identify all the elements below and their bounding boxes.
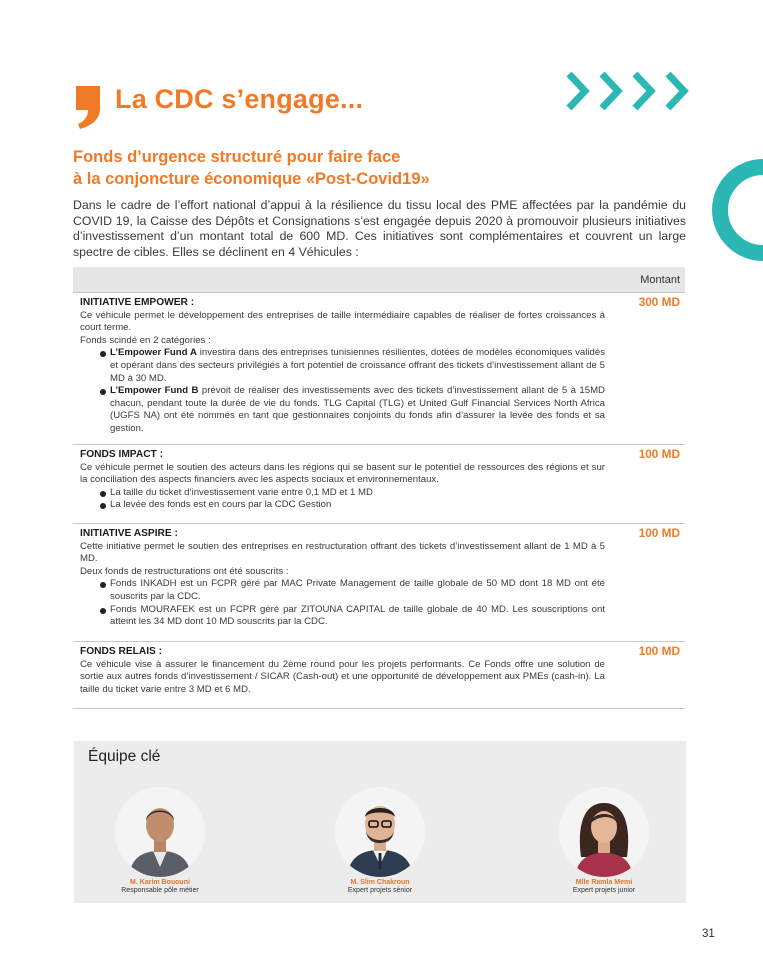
fund-description-2: Fonds scindé en 2 catégories : [80,334,211,346]
team-member-card [90,787,230,894]
fund-description: Cette initiative permet le soutien des entreprises en restructuration offrant des tickets d’investissement allant de 1 MD à 5 MD. [80,540,605,565]
team-member-card [310,787,450,894]
fund-amount: 300 MD [638,295,680,309]
subtitle-line-1: Fonds d’urgence structuré pour faire face [73,148,401,166]
table-row-relais [73,642,685,709]
key-team-panel [74,741,686,903]
fund-description-2: Deux fonds de restructurations ont été souscrits : [80,565,289,577]
table-header [73,267,685,293]
teal-ring-decoration [707,158,763,262]
fund-amount: 100 MD [638,526,680,540]
member-role: Expert projets junior [572,887,636,894]
bullet-bold: L’Empower Fund A [110,347,197,359]
amount-column-header: Montant [640,274,680,286]
member-name: Mlle Ramla Memi [575,879,633,886]
funds-table [73,267,685,709]
list-item: Fonds MOURAFEK est un FCPR géré par ZITOUNA CAPITAL de taille globale de 40 MD. Les souscriptions ont atteint les 34 MD dont 10 MD souscrits par la CDC. [100,604,605,629]
fund-title: INITIATIVE EMPOWER : [80,297,195,308]
member-name: M. Slim Chakroun [350,879,410,886]
fund-bullet-list [80,347,605,435]
list-item [100,385,605,435]
fund-bullet-list [80,578,605,628]
avatar [335,787,425,877]
list-item: La levée des fonds est en cours par la CDC Gestion [100,499,605,512]
avatar [559,787,649,877]
fund-title: INITIATIVE ASPIRE : [80,528,178,539]
subtitle-line-2: à la conjoncture économique «Post-Covid19» [73,170,430,188]
bullet-text: investira dans des entreprises tunisiennes résilientes, dotées de modèles économiques validés et opérant dans des secteurs privilégiés à fort potentiel de croissance offrant des tickets d’investissement allant de 5 MD à 30 MD. [110,347,605,384]
section-subtitle [73,146,430,190]
list-item [100,347,605,385]
table-row-empower [73,293,685,445]
fund-description: Ce véhicule vise à assurer le financement du 2ème round pour les projets performants. Ce Fonds offre une solution de sortie aux autres fonds d’investissement / SICAR (Cash-out) et une opportunité de développement aux PMEs (cash-in). La taille du ticket varie entre 3 MD et 6 MD. [80,658,605,695]
avatar [115,787,205,877]
table-row-aspire [73,524,685,642]
team-member-card [534,787,674,894]
member-name: M. Karim Bououni [130,879,190,886]
fund-description: Ce véhicule permet le soutien des acteurs dans les régions qui se basent sur le potentiel de ressources des régions et sur la conciliation des aspects financiers avec les aspects sociaux et environnementaux. [80,461,605,486]
bullet-text: prévoit de réaliser des investissements avec des tickets d’investissement allant de 5 à 15MD chacun, pendant toute la durée de vie du fonds. TLG Capital (TLG) et United Gulf Financial Services North Africa (UGFS NA) ont été nommés en tant que gestionnaires conjoints du fonds afin d’assurer la levée des fonds et sa gestion. [110,385,605,434]
fund-bullet-list [80,487,605,512]
fund-amount: 100 MD [638,447,680,461]
team-title: Équipe clé [88,748,161,765]
list-item: La taille du ticket d’investissement varie entre 0,1 MD et 1 MD [100,487,605,500]
quote-mark-icon [74,84,102,130]
member-role: Expert projets sénior [347,887,413,894]
member-role: Responsable pôle métier [121,887,199,894]
fund-description: Ce véhicule permet le développement des entreprises de taille intermédiaire capables de réaliser de fortes croissances à court terme. [80,309,605,334]
table-row-impact [73,445,685,524]
bullet-bold: L’Empower Fund B [110,385,199,397]
list-item: Fonds INKADH est un FCPR géré par MAC Private Management de taille globale de 50 MD dont 18 MD ont été souscrits par la CDC. [100,578,605,603]
page-number: 31 [702,928,715,940]
fund-amount: 100 MD [638,644,680,658]
chevrons-right-icon [565,70,700,112]
fund-title: FONDS IMPACT : [80,449,164,460]
intro-paragraph: Dans le cadre de l’effort national d’appui à la résilience du tissu local des PME affectées par la pandémie du COVID 19, la Caisse des Dépôts et Consignations s’est engagée depuis 2020 à promouvoir plusieurs initiatives d’investissement d’un montant total de 600 MD. Ces initiatives sont complémentaires et couvrent un large spectre de cibles. Elles se déclinent en 4 Véhicules : [73,198,686,259]
page-title: La CDC s’engage... [115,84,364,114]
fund-title: FONDS RELAIS : [80,646,163,657]
